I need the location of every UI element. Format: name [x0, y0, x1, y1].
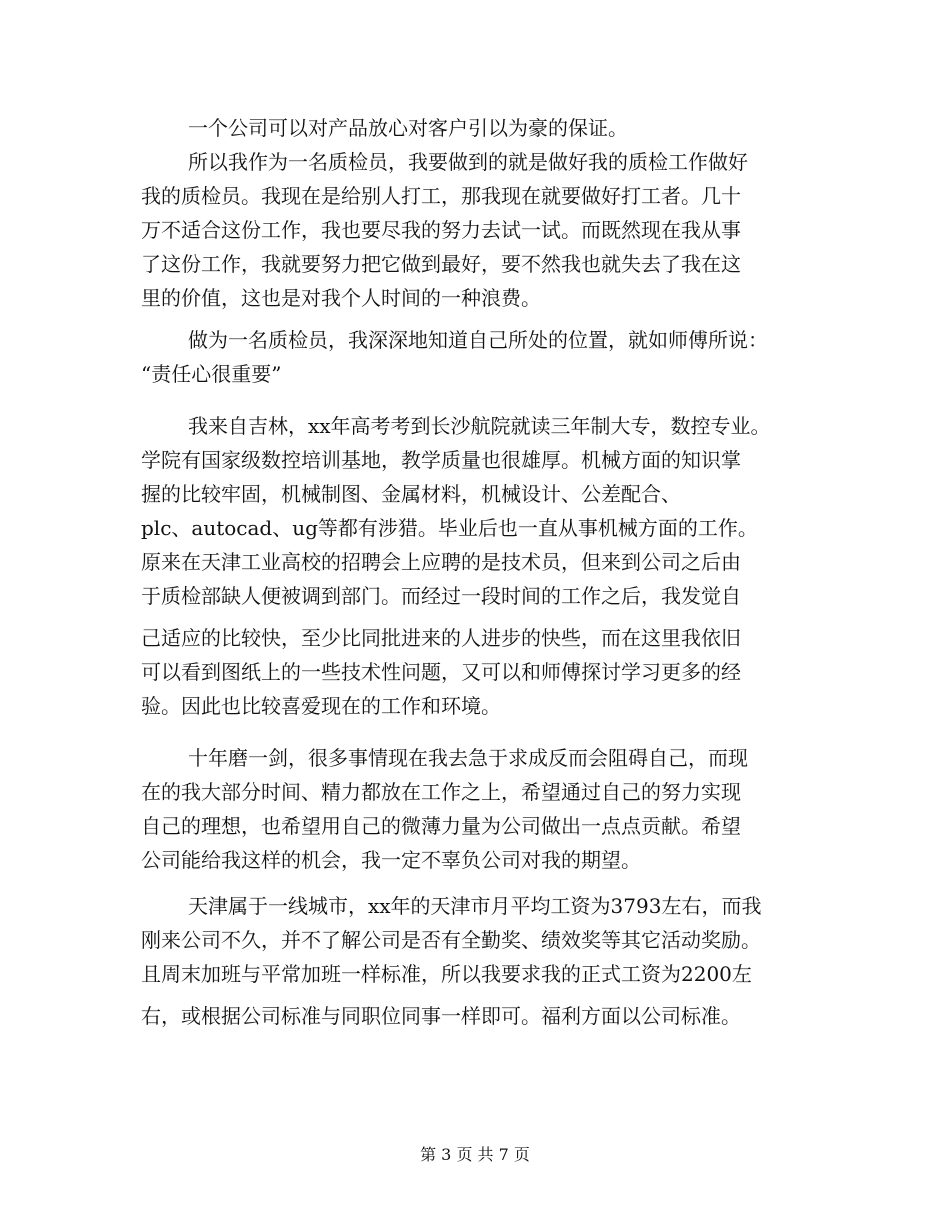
text-line: 我的质检员。我现在是给别人打工，那我现在就要做好打工者。几十 — [141, 184, 741, 208]
text-line: 做为一名质检员，我深深地知道自己所处的位置，就如师傅所说： — [188, 328, 768, 352]
text-line: “责任心很重要” — [141, 362, 282, 386]
text-line: 天津属于一线城市，xx年的天津市月平均工资为3793左右，而我 — [188, 894, 762, 918]
text-line: 万不适合这份工作，我也要尽我的努力去试一试。而既然现在我从事 — [141, 218, 741, 242]
text-line: 所以我作为一名质检员，我要做到的就是做好我的质检工作做好 — [188, 150, 748, 174]
text-line: 且周末加班与平常加班一样标准，所以我要求我的正式工资为2200左 — [141, 962, 752, 986]
text-line: 了这份工作，我就要努力把它做到最好，要不然我也就失去了我在这 — [141, 252, 741, 276]
text-line: 右，或根据公司标准与同职位同事一样即可。福利方面以公司标准。 — [141, 1004, 741, 1028]
text-line: 原来在天津工业高校的招聘会上应聘的是技术员，但来到公司之后由 — [141, 550, 741, 574]
text-line: 我来自吉林，xx年高考考到长沙航院就读三年制大专，数控专业。 — [188, 414, 771, 438]
text-line: 刚来公司不久，并不了解公司是否有全勤奖、绩效奖等其它活动奖励。 — [141, 928, 761, 952]
text-line: 自己的理想，也希望用自己的微薄力量为公司做出一点点贡献。希望 — [141, 814, 741, 838]
text-line: 公司能给我这样的机会，我一定不辜负公司对我的期望。 — [141, 848, 641, 872]
text-line: 己适应的比较快，至少比同批进来的人进步的快些，而在这里我依旧 — [141, 626, 741, 650]
text-line: 十年磨一剑，很多事情现在我去急于求成反而会阻碍自己，而现 — [188, 746, 748, 770]
text-line: 学院有国家级数控培训基地，教学质量也很雄厚。机械方面的知识掌 — [141, 448, 741, 472]
text-line: 在的我大部分时间、精力都放在工作之上，希望通过自己的努力实现 — [141, 780, 741, 804]
page-number: 第 3 页 共 7 页 — [420, 1145, 530, 1164]
text-line: 验。因此也比较喜爱现在的工作和环境。 — [141, 694, 501, 718]
text-line: 里的价值，这也是对我个人时间的一种浪费。 — [141, 286, 541, 310]
text-line: 于质检部缺人便被调到部门。而经过一段时间的工作之后，我发觉自 — [141, 584, 741, 608]
text-line: 握的比较牢固，机械制图、金属材料，机械设计、公差配合、 — [141, 482, 681, 506]
text-line: 一个公司可以对产品放心对客户引以为豪的保证。 — [188, 116, 628, 140]
text-line: 可以看到图纸上的一些技术性问题，又可以和师傅探讨学习更多的经 — [141, 660, 741, 684]
text-line: plc、autocad、ug等都有涉猎。毕业后也一直从事机械方面的工作。 — [141, 516, 758, 540]
